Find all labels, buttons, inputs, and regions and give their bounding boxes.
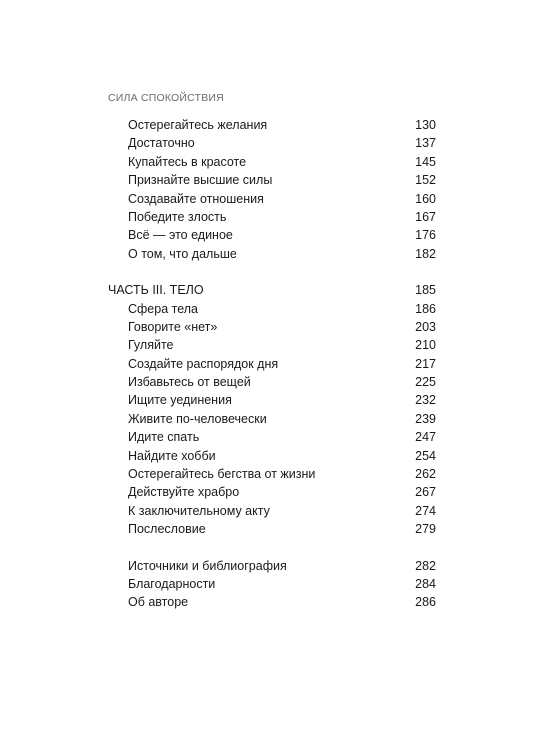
toc-entry bbox=[108, 593, 436, 611]
running-head: СИЛА СПОКОЙСТВИЯ bbox=[108, 92, 224, 104]
toc-entry-title: Сфера тела bbox=[128, 301, 199, 316]
toc-entry bbox=[108, 318, 436, 336]
toc-entry bbox=[108, 355, 436, 373]
toc-entry-page: 254 bbox=[415, 448, 436, 463]
toc-entry-title: Послесловие bbox=[128, 522, 206, 537]
toc-entry-title: Гуляйте bbox=[128, 338, 174, 353]
toc-entry bbox=[108, 226, 436, 244]
toc-entry-title: Достаточно bbox=[128, 136, 195, 151]
toc-entry-page: 210 bbox=[415, 338, 436, 353]
toc-entry-page: 145 bbox=[415, 154, 436, 169]
toc-entry-title: Действуйте храбро bbox=[128, 485, 240, 500]
toc-entry-page: 282 bbox=[415, 558, 436, 573]
toc-entry bbox=[108, 483, 436, 501]
toc-entry-page: 284 bbox=[415, 576, 436, 591]
table-of-contents bbox=[108, 116, 436, 612]
toc-entry-page: 137 bbox=[415, 136, 436, 151]
toc-entry-page: 279 bbox=[415, 522, 436, 537]
toc-entry-page: 217 bbox=[415, 356, 436, 371]
toc-entry-page: 203 bbox=[415, 319, 436, 334]
toc-entry-page: 182 bbox=[415, 246, 436, 261]
toc-entry bbox=[108, 575, 436, 593]
toc-entry-page: 239 bbox=[415, 411, 436, 426]
toc-group-back-matter bbox=[108, 557, 436, 612]
toc-entry-page: 262 bbox=[415, 467, 436, 482]
toc-entry bbox=[108, 502, 436, 520]
toc-entry-title: Признайте высшие силы bbox=[128, 173, 273, 188]
toc-entry-page: 130 bbox=[415, 118, 436, 132]
toc-entry-page: 247 bbox=[415, 430, 436, 445]
toc-entry-page: 186 bbox=[415, 301, 436, 316]
toc-entry-page: 160 bbox=[415, 191, 436, 206]
toc-entry-title: Остерегайтесь бегства от жизни bbox=[128, 467, 316, 482]
toc-entry-title: Живите по-человечески bbox=[128, 411, 267, 426]
toc-entry-page: 267 bbox=[415, 485, 436, 500]
toc-entry bbox=[108, 153, 436, 171]
toc-entry-title: Ищите уединения bbox=[128, 393, 232, 408]
toc-entry bbox=[108, 410, 436, 428]
toc-entry-title: Создайте распорядок дня bbox=[128, 356, 279, 371]
toc-entry bbox=[108, 208, 436, 226]
toc-entry-title: Победите злость bbox=[128, 209, 227, 224]
toc-entry-page: 167 bbox=[415, 209, 436, 224]
toc-entry-page: 152 bbox=[415, 173, 436, 188]
toc-entry-page: 232 bbox=[415, 393, 436, 408]
toc-entry-title: Избавьтесь от вещей bbox=[128, 375, 251, 390]
toc-part-title: ЧАСТЬ III. ТЕЛО bbox=[108, 283, 204, 298]
toc-entry-title: Говорите «нет» bbox=[128, 319, 218, 334]
toc-entry-page: 274 bbox=[415, 503, 436, 518]
toc-entry-page: 225 bbox=[415, 375, 436, 390]
toc-entry bbox=[108, 245, 436, 263]
toc-entry bbox=[108, 171, 436, 189]
toc-entry-page: 176 bbox=[415, 228, 436, 243]
toc-entry-title: Найдите хобби bbox=[128, 448, 216, 463]
toc-group-part-two-end bbox=[108, 116, 436, 263]
toc-entry bbox=[108, 557, 436, 575]
toc-entry bbox=[108, 336, 436, 354]
toc-part-heading bbox=[108, 281, 436, 299]
toc-entry-title: Источники и библиография bbox=[128, 558, 287, 573]
toc-entry bbox=[108, 116, 436, 134]
toc-entry-title: Создавайте отношения bbox=[128, 191, 264, 206]
toc-entry bbox=[108, 391, 436, 409]
toc-entry bbox=[108, 428, 436, 446]
toc-entry bbox=[108, 447, 436, 465]
toc-entry-title: Всё — это единое bbox=[128, 228, 233, 243]
toc-entry-title: Благодарности bbox=[128, 576, 216, 591]
toc-entry-title: К заключительному акту bbox=[128, 503, 270, 518]
toc-group-part-three bbox=[108, 281, 436, 538]
toc-entry-title: О том, что дальше bbox=[128, 246, 237, 261]
toc-entry-title: Идите спать bbox=[128, 430, 200, 445]
toc-entry bbox=[108, 465, 436, 483]
toc-entry bbox=[108, 373, 436, 391]
toc-entry bbox=[108, 190, 436, 208]
toc-part-page: 185 bbox=[415, 283, 436, 298]
toc-entry-title: Купайтесь в красоте bbox=[128, 154, 247, 169]
toc-entry-page: 286 bbox=[415, 595, 436, 610]
toc-entry bbox=[108, 300, 436, 318]
toc-entry-title: Остерегайтесь желания bbox=[128, 118, 268, 132]
toc-entry-title: Об авторе bbox=[128, 595, 189, 610]
toc-entry bbox=[108, 520, 436, 538]
toc-entry bbox=[108, 134, 436, 152]
